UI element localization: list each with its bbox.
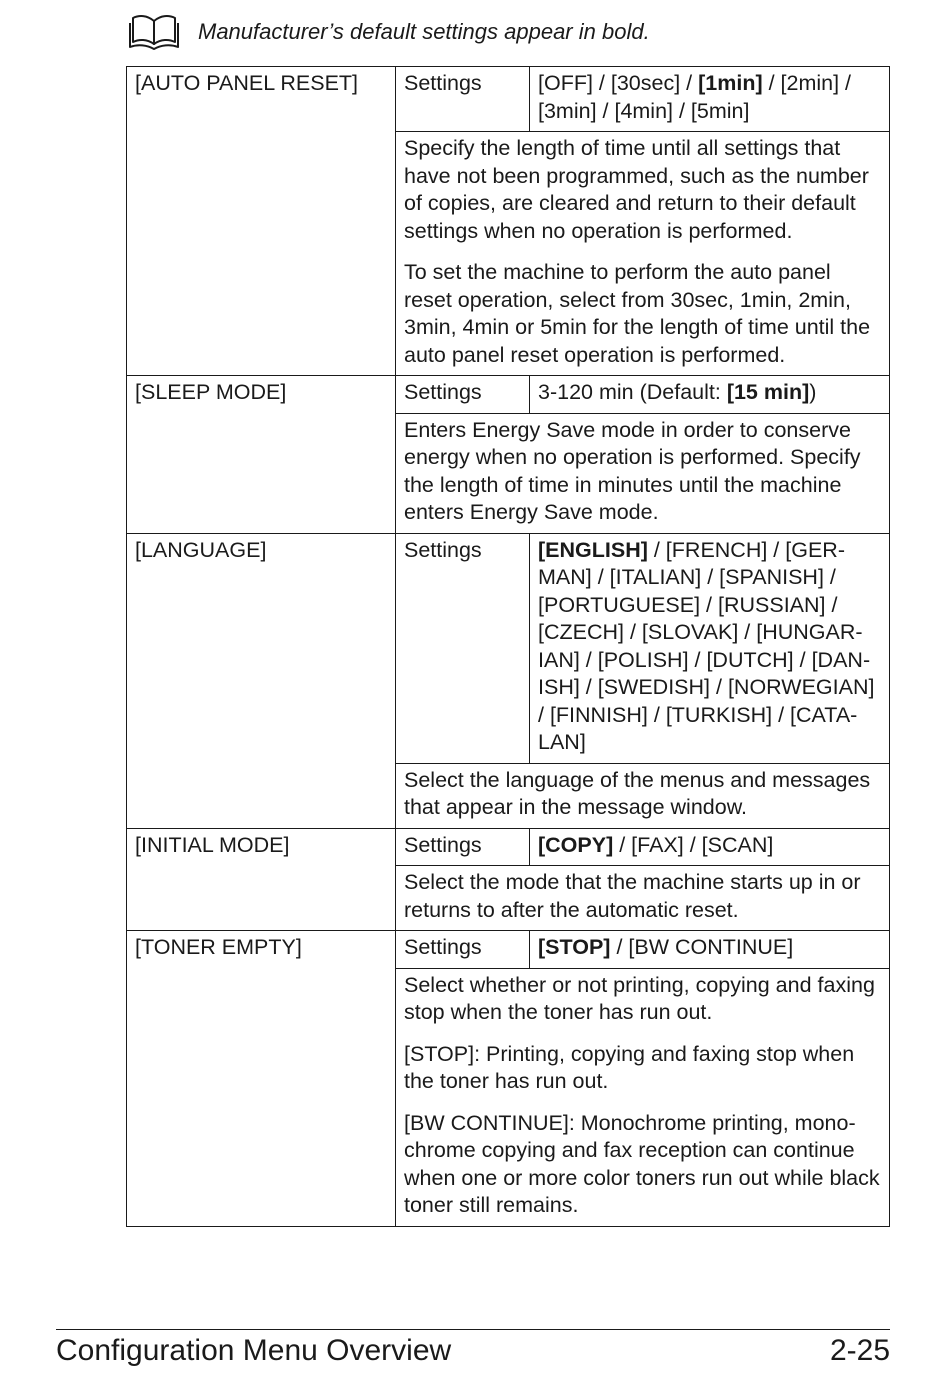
book-icon xyxy=(128,12,180,52)
option-text: / [2min] / [3min] / [4min] / [5min] xyxy=(538,71,852,123)
setting-description xyxy=(396,866,890,931)
setting-row xyxy=(127,533,890,763)
default-option: [COPY] xyxy=(538,832,614,857)
footer-divider xyxy=(56,1329,890,1330)
option-text: / [BW CONTINUE] xyxy=(610,935,794,959)
setting-row xyxy=(127,828,890,866)
default-option: [STOP] xyxy=(538,935,611,959)
setting-row xyxy=(127,931,890,969)
default-option: [ENGLISH] xyxy=(538,537,648,562)
default-option: [15 min] xyxy=(726,380,810,404)
setting-options xyxy=(530,376,890,414)
setting-name: [TONER EMPTY] xyxy=(127,931,396,1227)
option-text: ) xyxy=(809,380,817,404)
settings-label: Settings xyxy=(396,533,530,763)
setting-name: [LANGUAGE] xyxy=(127,533,396,828)
settings-label: Settings xyxy=(396,376,530,414)
setting-description xyxy=(396,763,890,828)
option-text: / [FRENCH] / [GERMAN] / [ITALIAN] / [SPANISH] / [PORTUGUESE] / [RUSSIAN] / [CZECH] / [SLOVAK] / [HUNGARIAN] / [POLISH] / [DUTCH] / [DANISH] / [SWEDISH] / [NORWEGIAN] / [FINNISH] / [TURKISH] / [CATALAN] xyxy=(538,537,875,754)
setting-options xyxy=(530,533,890,763)
default-option: [1min] xyxy=(698,71,763,95)
default-settings-note xyxy=(128,10,650,54)
settings-table xyxy=(126,66,890,1227)
page-number: 2-25 xyxy=(829,1334,890,1367)
setting-description xyxy=(396,968,890,1226)
description-paragraph: Specify the length of time until all settings that have not been programmed, such as the number of copies, are cleared and return to their default settings when no operation is performed. xyxy=(404,136,869,243)
option-text: / [FAX] / [SCAN] xyxy=(613,832,774,857)
setting-row xyxy=(127,376,890,414)
description-paragraph: Enters Energy Save mode in order to conserve energy when no operation is performed. Specify the length of time in minutes until the machine enters Energy Save mode. xyxy=(404,417,861,524)
note-text: Manufacturer’s default settings appear in bold. xyxy=(198,19,650,44)
settings-label: Settings xyxy=(396,828,530,866)
setting-name: [INITIAL MODE] xyxy=(127,828,396,931)
description-paragraph: [STOP]: Printing, copying and faxing stop when the toner has run out. xyxy=(404,1041,855,1093)
setting-options xyxy=(530,931,890,969)
description-paragraph: [BW CONTINUE]: Monochrome printing, monochrome copying and fax reception can continue when one or more color toners run out while black toner still remains. xyxy=(404,1110,880,1217)
setting-name: [SLEEP MODE] xyxy=(127,376,396,534)
setting-row xyxy=(127,67,890,132)
description-paragraph: Select whether or not printing, copying and faxing stop when the toner has run out. xyxy=(404,972,875,1024)
footer-section-title: Configuration Menu Overview xyxy=(56,1334,452,1367)
setting-options xyxy=(530,828,890,866)
description-paragraph: To set the machine to perform the auto panel reset operation, select from 30sec, 1min, 2min, 3min, 4min or 5min for the length of time until the auto panel reset operation is performed. xyxy=(404,260,871,367)
settings-label: Settings xyxy=(396,67,530,132)
description-paragraph: Select the mode that the machine starts up in or returns to after the automatic reset. xyxy=(404,870,861,922)
description-paragraph: Select the language of the menus and messages that appear in the message window. xyxy=(404,767,871,819)
setting-options xyxy=(530,67,890,132)
setting-name: [AUTO PANEL RESET] xyxy=(127,67,396,376)
option-text: 3-120 min (Default: xyxy=(538,380,727,404)
setting-description xyxy=(396,413,890,533)
setting-description xyxy=(396,132,890,376)
settings-label: Settings xyxy=(396,931,530,969)
option-text: [OFF] / [30sec] / xyxy=(538,71,699,95)
